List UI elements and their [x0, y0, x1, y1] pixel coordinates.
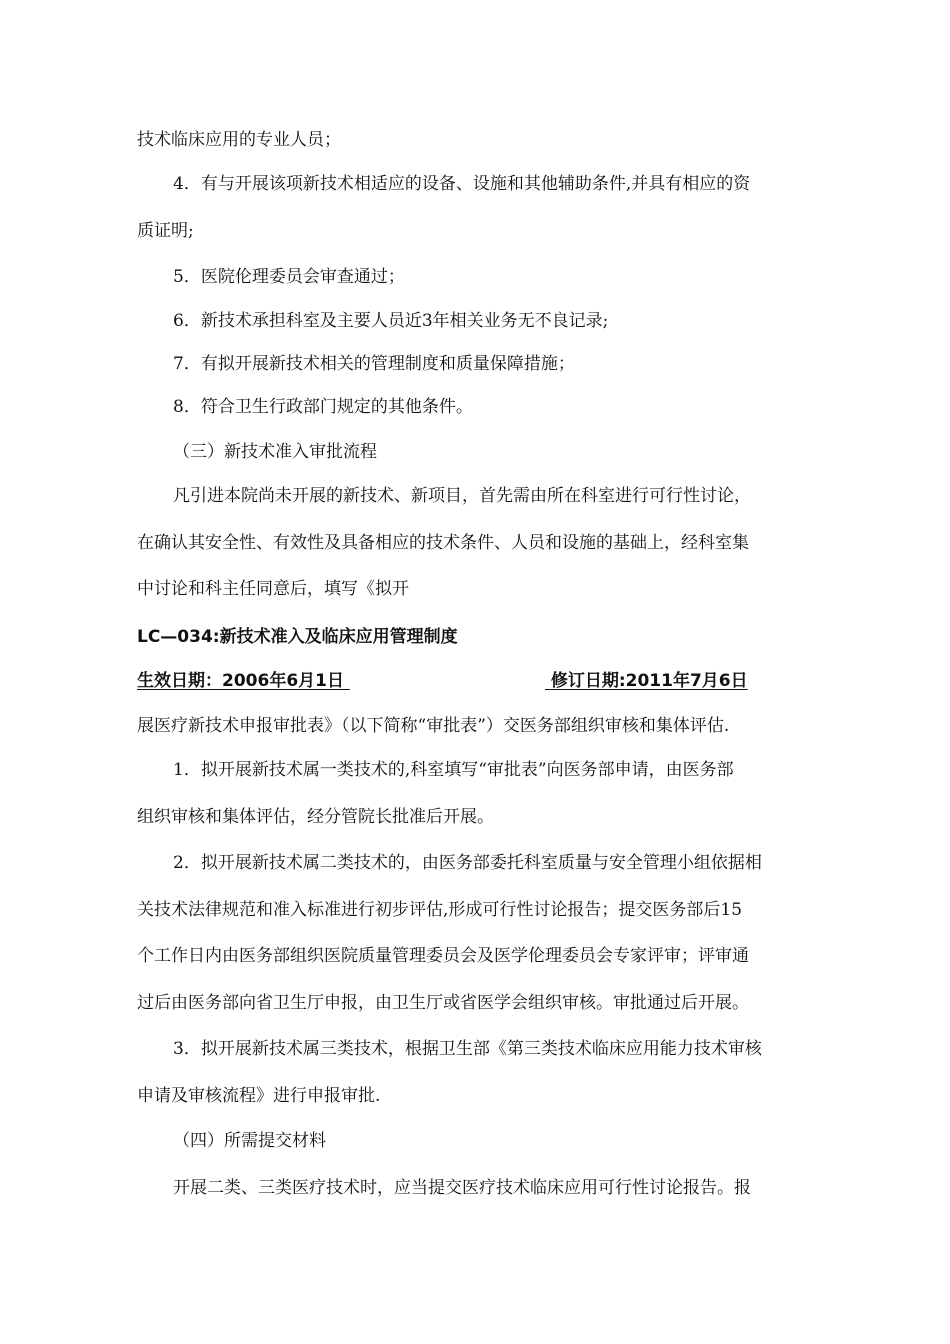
paragraph-line: 开展二类、三类医疗技术时，应当提交医疗技术临床应用可行性讨论报告。报 [173, 1178, 751, 1198]
paragraph-line: 关技术法律规范和准入标准进行初步评估,形成可行性讨论报告；提交医务部后15 [137, 900, 743, 920]
paragraph-line: 3．拟开展新技术属三类技术，根据卫生部《第三类技术临床应用能力技术审核 [173, 1039, 762, 1059]
date-row [137, 671, 777, 691]
paragraph-line: 组织审核和集体评估，经分管院长批准后开展。 [137, 807, 494, 827]
revision-date: 修订日期:2011年7月6日 [550, 671, 748, 691]
section-heading: （四）所需提交材料 [173, 1131, 326, 1151]
paragraph-line: 8．符合卫生行政部门规定的其他条件。 [173, 397, 473, 417]
paragraph-line: 4．有与开展该项新技术相适应的设备、设施和其他辅助条件,并具有相应的资 [173, 174, 751, 194]
paragraph-line: 质证明; [137, 221, 194, 241]
paragraph-line: 凡引进本院尚未开展的新技术、新项目，首先需由所在科室进行可行性讨论， [173, 486, 751, 506]
section-heading: （三）新技术准入审批流程 [173, 442, 377, 462]
paragraph-line: 6．新技术承担科室及主要人员近3年相关业务无不良记录; [173, 311, 609, 331]
paragraph-line: 个工作日内由医务部组织医院质量管理委员会及医学伦理委员会专家评审；评审通 [137, 946, 749, 966]
paragraph-line: 7．有拟开展新技术相关的管理制度和质量保障措施； [173, 354, 575, 374]
paragraph-line: 过后由医务部向省卫生厅申报，由卫生厅或省医学会组织审核。审批通过后开展。 [137, 993, 749, 1013]
date-spacer [350, 671, 545, 691]
paragraph-line: 5．医院伦理委员会审查通过； [173, 267, 405, 287]
paragraph-line: 展医疗新技术申报审批表》（以下简称“审批表”）交医务部组织审核和集体评估. [137, 716, 730, 736]
paragraph-line: 在确认其安全性、有效性及具备相应的技术条件、人员和设施的基础上，经科室集 [137, 533, 749, 553]
paragraph-line: 申请及审核流程》进行申报审批. [137, 1086, 381, 1106]
paragraph-line: 2．拟开展新技术属二类技术的，由医务部委托科室质量与安全管理小组依据相 [173, 853, 762, 873]
effective-date: 生效日期：2006年6月1日 [137, 671, 344, 691]
paragraph-line: 1．拟开展新技术属一类技术的,科室填写“审批表”向医务部申请，由医务部 [173, 760, 734, 780]
paragraph-line: 技术临床应用的专业人员； [137, 130, 341, 150]
paragraph-line: 中讨论和科主任同意后，填写《拟开 [137, 579, 409, 599]
document-title: LC—034:新技术准入及临床应用管理制度 [137, 627, 458, 647]
